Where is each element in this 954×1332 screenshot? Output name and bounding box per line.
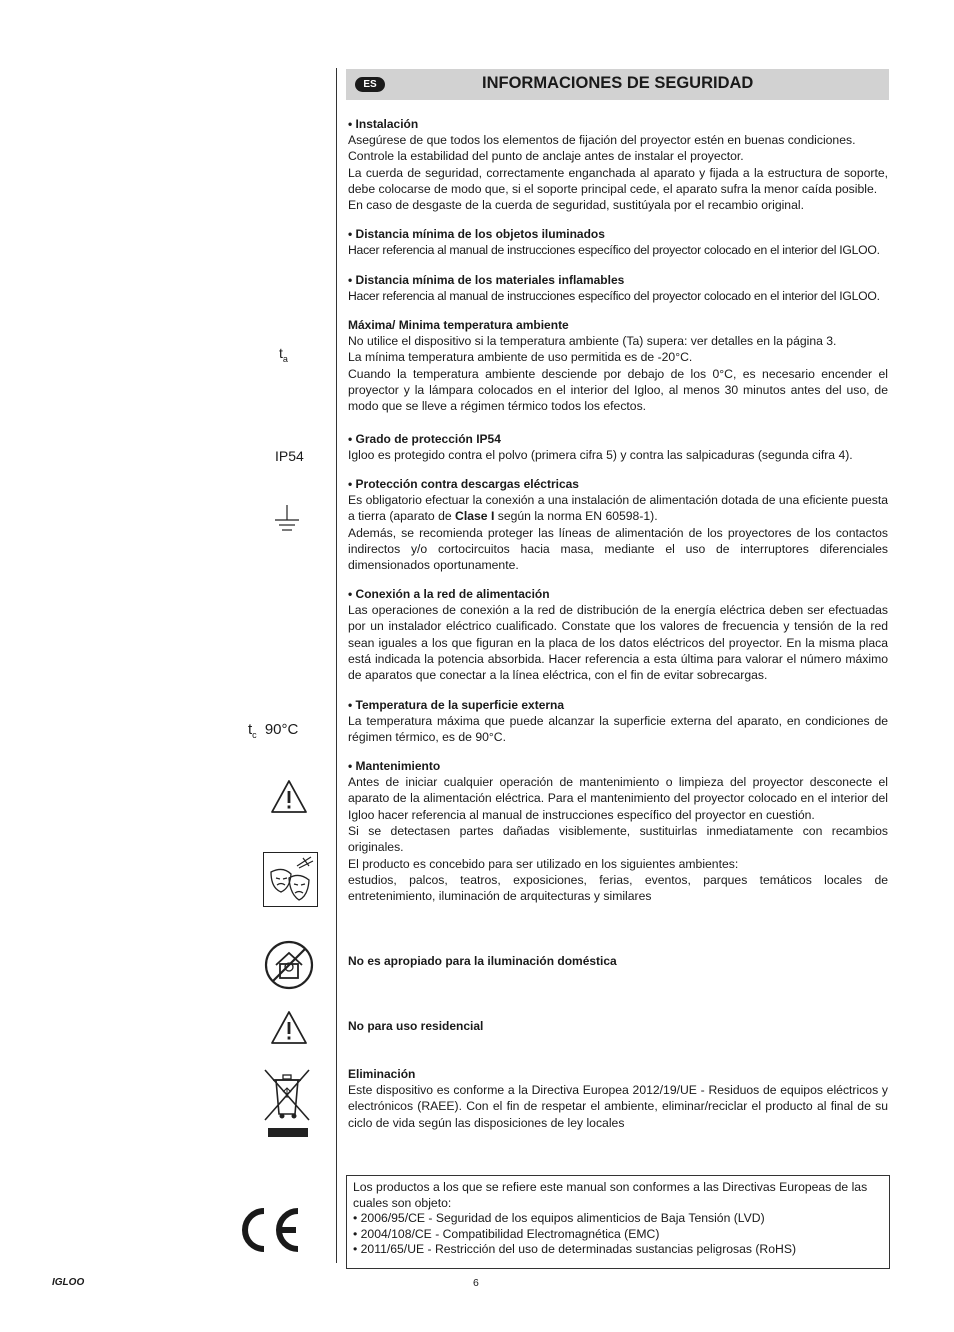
section-superficie: • Temperatura de la superficie externa La temperatura máxima que puede alcanzar la superficie externa del aparato, en condiciones de régimen térmico, es de 90°C.	[348, 698, 888, 745]
directive-item: • 2011/65/UE - Restricción del uso de determinadas sustancias peligrosas (RoHS)	[353, 1242, 797, 1256]
warning-triangle-icon	[270, 1010, 308, 1046]
ground-icon	[274, 505, 300, 535]
section-heading: • Instalación	[348, 117, 419, 131]
section-ip54: • Grado de protección IP54 Igloo es protegido contra el polvo (primera cifra 5) y contra las salpicaduras (segunda cifra 4).	[348, 431, 888, 463]
section-heading: • Distancia mínima de los materiales inflamables	[348, 273, 625, 287]
section-residencial: No para uso residencial	[348, 1019, 484, 1033]
section-heading: • Conexión a la red de alimentación	[348, 587, 550, 601]
page-title: INFORMACIONES DE SEGURIDAD	[482, 74, 754, 92]
page-number: 6	[473, 1277, 479, 1289]
section-header	[346, 69, 889, 100]
column-divider	[336, 68, 337, 1263]
ce-mark-icon	[236, 1206, 300, 1254]
ta-symbol: $t_a$	[279, 345, 288, 364]
no-domestic-use-icon	[263, 939, 315, 991]
directive-item: • 2004/108/CE - Compatibilidad Electromagnética (EMC)	[353, 1226, 660, 1241]
warning-triangle-icon	[270, 779, 308, 815]
ce-conformity-box: Los productos a los que se refiere este manual son conformes a las Directivas Europeas de las cuales son objeto: • 2006/95/CE - Seguridad de los equipos alimenticios de Baja Tensión (LVD) • 2004/108/CE - Compatibilidad Electromagnética (EMC) • 2011/65/UE - Restricción del uso de determinadas sustancias peligrosas (RoHS)	[346, 1175, 890, 1269]
language-badge: ES	[355, 77, 385, 92]
section-descargas: • Protección contra descargas eléctricas Es obligatorio efectuar la conexión a una instalación de alimentación dotada de una eficiente puesta a tierra (aparato de Clase I según la norma EN 60598-1). Además, se recomienda proteger las líneas de alimentación de los proyectores de los contactos indirectos y/o cortocircuitos hacia masa, mediante el uso de interruptores diferenciales dimensionados oportunamente.	[348, 477, 889, 573]
theater-masks-icon	[263, 852, 318, 907]
section-ambientes: El producto es concebido para ser utilizado en los siguientes ambientes: estudios, palcos, teatros, exposiciones, ferias, eventos, parques temáticos locales de entretenimiento, iluminación de arquitecturas y similares	[348, 857, 888, 904]
weee-crossed-bin-icon	[263, 1068, 311, 1140]
section-distancia-objetos: • Distancia mínima de los objetos iluminados Hacer referencia al manual de instrucciones específico del proyector colocado en el interior del IGLOO.	[348, 226, 888, 258]
footer-brand: IGLOO	[52, 1277, 85, 1288]
tc-symbol: $t_c$ 90°C	[248, 721, 299, 740]
section-heading: • Distancia mínima de los objetos iluminados	[348, 227, 605, 241]
section-heading: • Grado de protección IP54	[348, 432, 501, 446]
section-eliminacion: Eliminación Este dispositivo es conforme a la Directiva Europea 2012/19/UE - Residuos de equipos eléctricos y electrónicos (RAEE). Con el fin de respetar el ambiente, eliminar/reciclar el producto al final de su ciclo de vida según las disposiciones de ley locales	[348, 1067, 888, 1130]
section-distancia-materiales: • Distancia mínima de los materiales inflamables Hacer referencia al manual de instrucciones específico del proyector colocado en el interior del IGLOO.	[348, 272, 888, 304]
section-heading: Máxima/ Minima temperatura ambiente	[348, 318, 569, 332]
section-domestica: No es apropiado para la iluminación doméstica	[348, 954, 617, 968]
directive-item: • 2006/95/CE - Seguridad de los equipos alimenticios de Baja Tensión (LVD)	[353, 1211, 765, 1225]
section-temperatura-ambiente: Máxima/ Minima temperatura ambiente No utilice el dispositivo si la temperatura ambiente (Ta) supera: ver detalles en la página 3. La mínima temperatura ambiente de uso permitida es de -20°C. Cuando la temperatura ambiente desciende por debajo de los 0°C, es necesario encender el proyector y la lámpara colocados en el interior del Igloo, al menos 30 minutos antes del uso, de modo que se lleve a régimen térmico todos los efectos.	[348, 318, 888, 414]
section-instalacion: • Instalación Asegúrese de que todos los elementos de fijación del proyector estén en buenas condiciones. Controle la estabilidad del punto de anclaje antes de instalar el proyector. La cuerda de seguridad, correctamente enganchada al aparato y fijada a la estructura de soporte, debe colocarse de modo que, si el soporte principal cede, el aparato sufra la menor caída posible. En caso de desgaste de la cuerda de seguridad, sustitúyala por el recambio original.	[348, 117, 888, 213]
section-mantenimiento: • Mantenimiento Antes de iniciar cualquier operación de mantenimiento o limpieza del proyector desconecte el aparato de la alimentación eléctrica. Para el mantenimiento del proyector colocado en el interior del Igloo hacer referencia al manual de instrucciones específico del proyector en cuestión. Si se detectasen partes dañadas visiblemente, sustituirlas inmediatamente con recambios originales.	[348, 759, 888, 855]
section-heading: • Mantenimiento	[348, 759, 441, 773]
section-heading: Eliminación	[348, 1067, 416, 1081]
ip-rating-symbol: IP54	[275, 448, 304, 464]
section-conexion: • Conexión a la red de alimentación Las operaciones de conexión a la red de distribución de la energía eléctrica deben ser efectuadas por un instalador eléctrico cualificado. Constate que los valores de frecuencia y tensión de la red sean iguales a los que figuran en la placa de los datos eléctricos del proyector. En la misma placa está indicada la potencia absorbida. Hacer referencia a esta última para valorar el número máximo de aparatos que conectar a la línea eléctrica, con el fin de evitar sobrecargas.	[348, 587, 888, 683]
section-heading: • Protección contra descargas eléctricas	[348, 477, 579, 491]
section-heading: • Temperatura de la superficie externa	[348, 698, 565, 712]
